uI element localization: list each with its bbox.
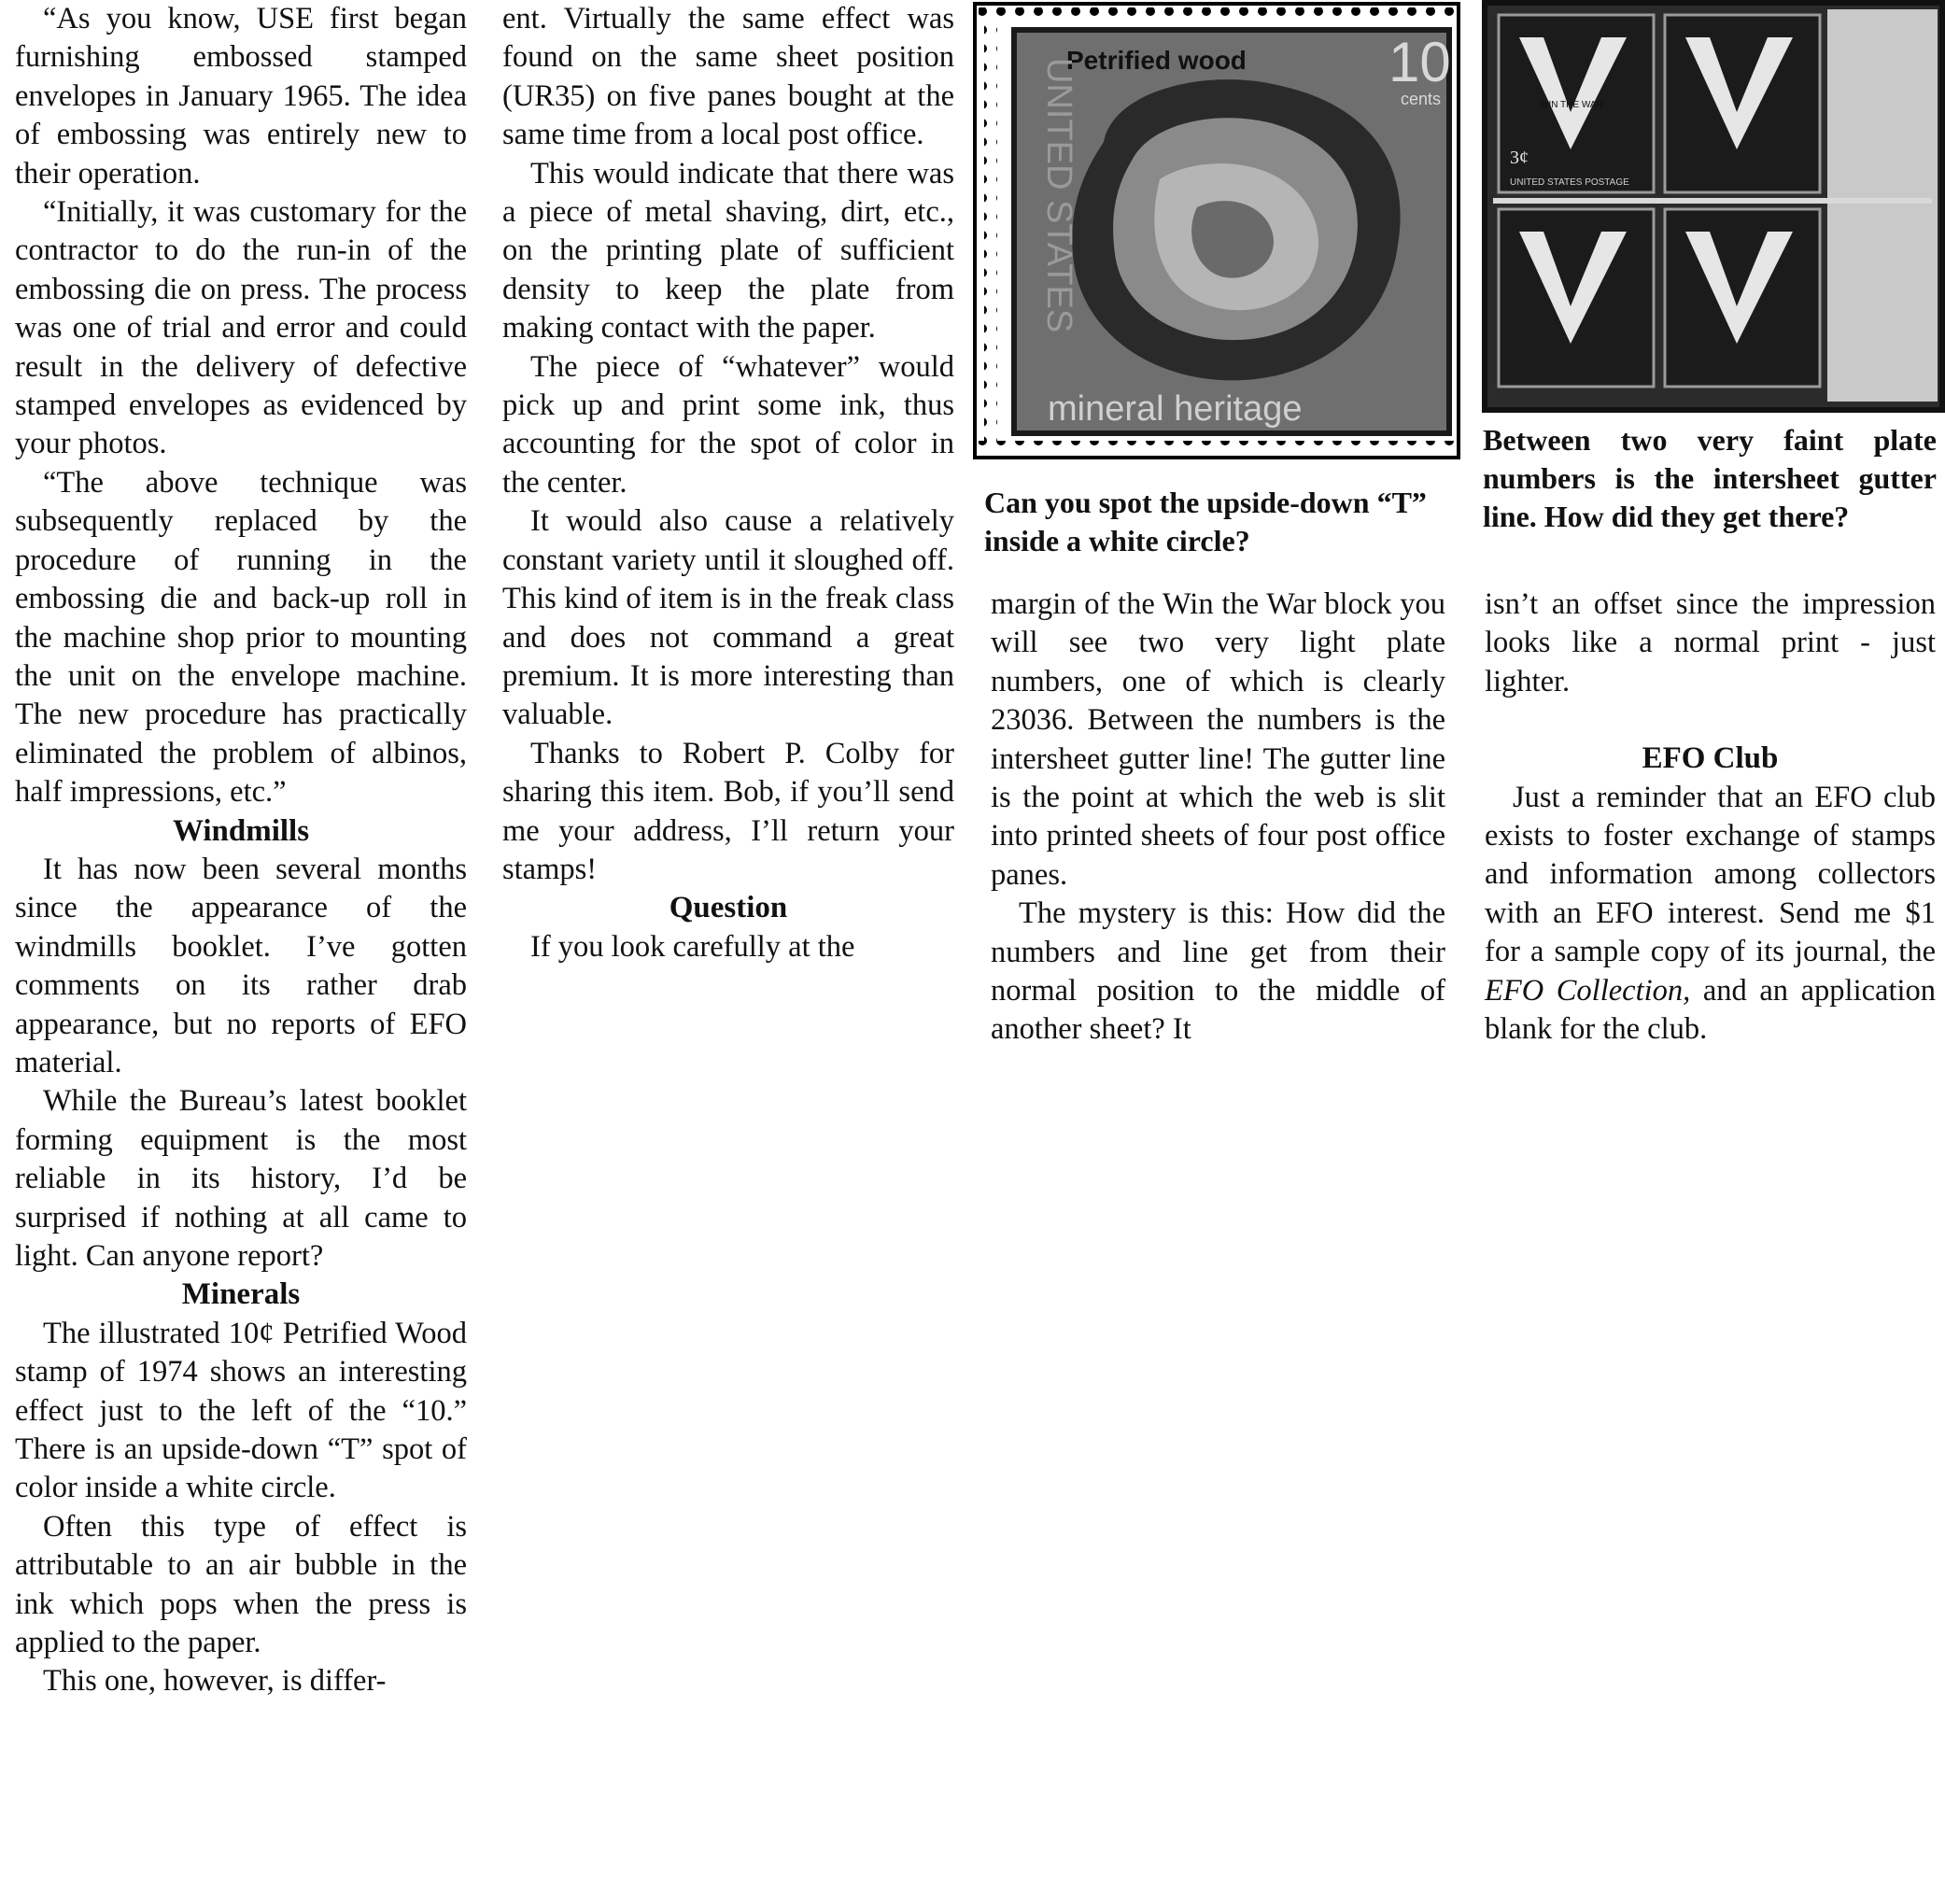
stamp-top-label: Petrified wood bbox=[1066, 46, 1247, 75]
column-3 bbox=[991, 585, 1445, 1050]
stamp-tile bbox=[1499, 209, 1654, 387]
stamp-value-unit: cents bbox=[1401, 90, 1442, 108]
stamp-tile bbox=[1665, 209, 1820, 387]
paragraph: If you look carefully at the bbox=[530, 929, 855, 964]
paragraph: While the Bureau’s latest booklet forming equipment is the most reliable in its history, I’d be surprised if nothing at all came to light. Can anyone report? bbox=[15, 1084, 467, 1273]
petrified-wood-stamp-photo bbox=[973, 2, 1460, 459]
paragraph: It has now been several months since the appearance of the windmills booklet. I’ve gotten comments on its rather drab appearance, but no reports of EFO material. bbox=[15, 852, 467, 1079]
section-heading-efo-club: EFO Club bbox=[1642, 741, 1779, 776]
paragraph: It would also cause a relatively constant variety until it sloughed off. This kind of item is in the freak class and does not command a great premium. It is more interesting than valuable. bbox=[502, 504, 954, 732]
block-bottom-text: UNITED STATES POSTAGE bbox=[1510, 177, 1629, 188]
journal-title: EFO Collection, bbox=[1485, 973, 1691, 1008]
paragraph: The piece of “whatever” would pick up and print some ink, thus accounting for the spot of color in the center. bbox=[502, 349, 954, 500]
stamp-side-text: UNITED STATES bbox=[1039, 58, 1078, 333]
stamp-caption: Can you spot the upside-down “T” inside a white circle? bbox=[984, 486, 1427, 557]
stamp-value: 10 bbox=[1388, 31, 1451, 93]
block-denomination: 3¢ bbox=[1510, 148, 1529, 168]
paragraph bbox=[1485, 779, 1936, 1050]
win-the-war-block-photo bbox=[1482, 0, 1945, 413]
section-heading-question: Question bbox=[669, 891, 788, 925]
stamp-bottom-text: mineral heritage bbox=[1048, 389, 1303, 429]
paragraph: margin of the Win the War block you will see two very light plate numbers, one of which is clearly 23036. Between the numbers is the intersheet gutter line! The gutter line is the point at which the web is slit into printed sheets of four post office panes. bbox=[991, 587, 1445, 892]
paragraph: The illustrated 10¢ Petrified Wood stamp of 1974 shows an interesting effect just to the left of the “10.” There is an upside-down “T” spot of color inside a white circle. bbox=[15, 1316, 467, 1505]
column-4 bbox=[1485, 585, 1936, 1049]
paragraph: ent. Virtually the same effect was found on the same sheet position (UR35) on five panes bought at the same time from a local post office. bbox=[502, 2, 954, 152]
block-banner: WIN THE WAR bbox=[1540, 100, 1603, 110]
section-heading-minerals: Minerals bbox=[181, 1277, 301, 1312]
paragraph: “As you know, USE first began furnishing embossed stamped envelopes in January 1965. The idea of embossing was entirely new to their operation. bbox=[15, 2, 467, 190]
text-run: and an application blank for the club. bbox=[1485, 973, 1937, 1047]
section-heading-windmills: Windmills bbox=[172, 813, 310, 848]
stamp-tile bbox=[1665, 15, 1820, 192]
paragraph: This would indicate that there was a piece of metal shaving, dirt, etc., on the printing plate of sufficient density to keep the plate from making contact with the paper. bbox=[502, 156, 954, 346]
paragraph: “Initially, it was customary for the contractor to do the run-in of the embossing die on press. The process was one of trial and error and could result in the delivery of defective stamped envelopes as evidenced by your photos. bbox=[15, 195, 467, 461]
block-caption: Between two very faint plate numbers is the intersheet gutter line. How did they get there? bbox=[1483, 423, 1937, 533]
paragraph: The mystery is this: How did the numbers and line get from their normal position to the middle of another sheet? It bbox=[991, 896, 1445, 1047]
stamp-tile bbox=[1499, 15, 1654, 192]
text-run: Just a reminder that an EFO club exists to foster exchange of stamps and information among collectors with an EFO interest. Send me $1 for a sample copy of its journal, the bbox=[1485, 780, 1936, 969]
column-2 bbox=[502, 0, 954, 966]
paragraph: Thanks to Robert P. Colby for sharing this item. Bob, if you’ll send me your address, I’ll return your stamps! bbox=[502, 736, 954, 886]
paragraph: “The above technique was subsequently replaced by the procedure of running in the embossing die and back-up roll in the machine shop prior to mounting the unit on the envelope machine. The new procedure has practically eliminated the problem of albinos, half impressions, etc.” bbox=[15, 465, 467, 810]
paragraph: isn’t an offset since the impression looks like a normal print - just lighter. bbox=[1485, 587, 1936, 698]
column-1 bbox=[15, 0, 467, 1701]
paragraph: Often this type of effect is attributable to an air bubble in the ink which pops when the press is applied to the paper. bbox=[15, 1509, 467, 1660]
paragraph: This one, however, is differ- bbox=[43, 1664, 387, 1699]
